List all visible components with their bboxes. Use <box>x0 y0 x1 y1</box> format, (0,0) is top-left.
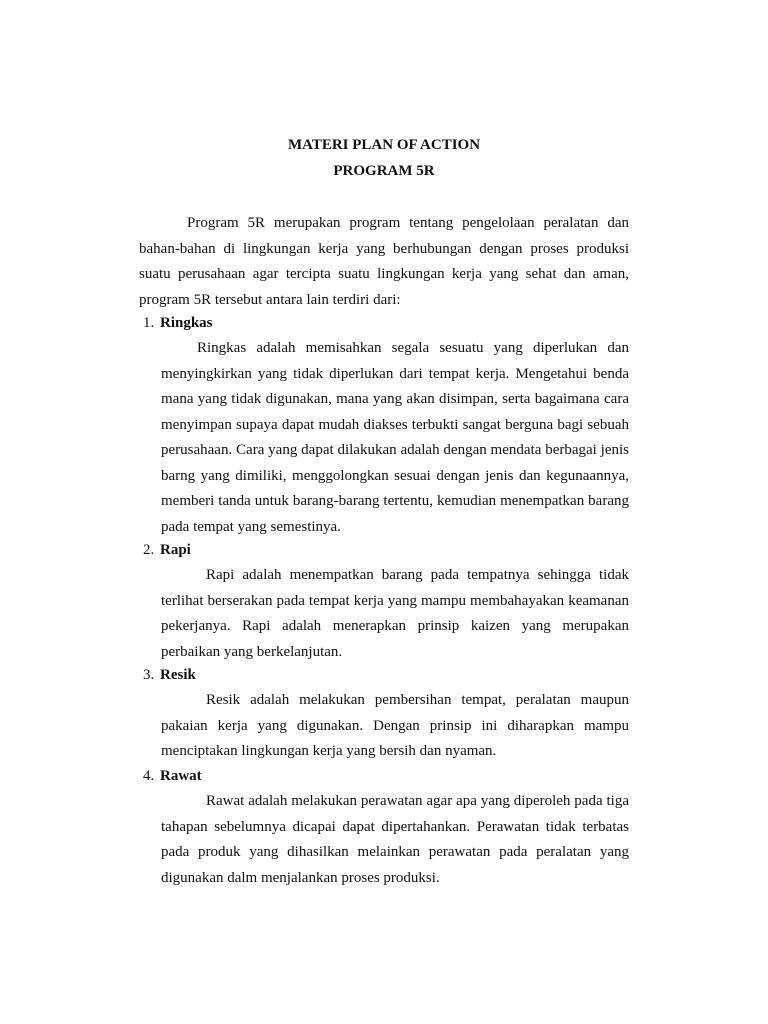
document-subtitle: PROGRAM 5R <box>333 163 435 179</box>
section-body-rawat: Rawat adalah melakukan perawatan agar apa yang diperoleh pada tiga tahapan sebelumnya dicapai dapat dipertahankan. Perawatan tidak terbatas pada produk yang dihasilkan melainkan perawatan pada peralatan yang digunakan dalm menjalankan proses produksi. <box>161 793 629 886</box>
section-heading-rawat <box>143 767 202 785</box>
section-body-resik: Resik adalah melakukan pembersihan tempat, peralatan maupun pakaian kerja yang digunakan. Dengan prinsip ini diharapkan mampu menciptakan lingkungan kerja yang bersih dan nyaman. <box>161 692 629 759</box>
section-title: Ringkas <box>160 315 213 331</box>
section-number: 3. <box>143 667 155 683</box>
section-number: 2. <box>143 542 155 558</box>
document-title: MATERI PLAN OF ACTION <box>287 137 481 153</box>
section-body-ringkas: Ringkas adalah memisahkan segala sesuatu yang diperlukan dan menyingkirkan yang tidak diperlukan dari tempat kerja. Mengetahui benda mana yang tidak digunakan, mana yang akan disimpan, serta bagaimana cara menyimpan supaya dapat mudah diakses terbukti sangat berguna bagi sebuah perusahaan. Cara yang dapat dilakukan adalah dengan mendata berbagai jenis barng yang dimiliki, menggolongkan sesuai dengan jenis dan kegunaannya, memberi tanda untuk barang-barang tertentu, kemudian menempatkan barang pada tempat yang semestinya. <box>161 340 629 535</box>
section-title: Rawat <box>160 768 202 784</box>
section-heading-ringkas <box>143 314 213 332</box>
section-number: 4. <box>143 768 155 784</box>
section-heading-resik <box>143 666 196 684</box>
section-title: Rapi <box>160 542 191 558</box>
intro-paragraph: Program 5R merupakan program tentang pengelolaan peralatan dan bahan-bahan di lingkungan kerja yang berhubungan dengan proses produksi suatu perusahaan agar tercipta suatu lingkungan kerja yang sehat dan aman, program 5R tersebut antara lain terdiri dari: <box>139 215 629 308</box>
section-number: 1. <box>143 315 155 331</box>
section-body-rapi: Rapi adalah menempatkan barang pada tempatnya sehingga tidak terlihat berserakan pada tempat kerja yang mampu membahayakan keamanan pekerjanya. Rapi adalah menerapkan prinsip kaizen yang merupakan perbaikan yang berkelanjutan. <box>161 567 629 660</box>
section-title: Resik <box>160 667 196 683</box>
section-heading-rapi <box>143 541 191 559</box>
